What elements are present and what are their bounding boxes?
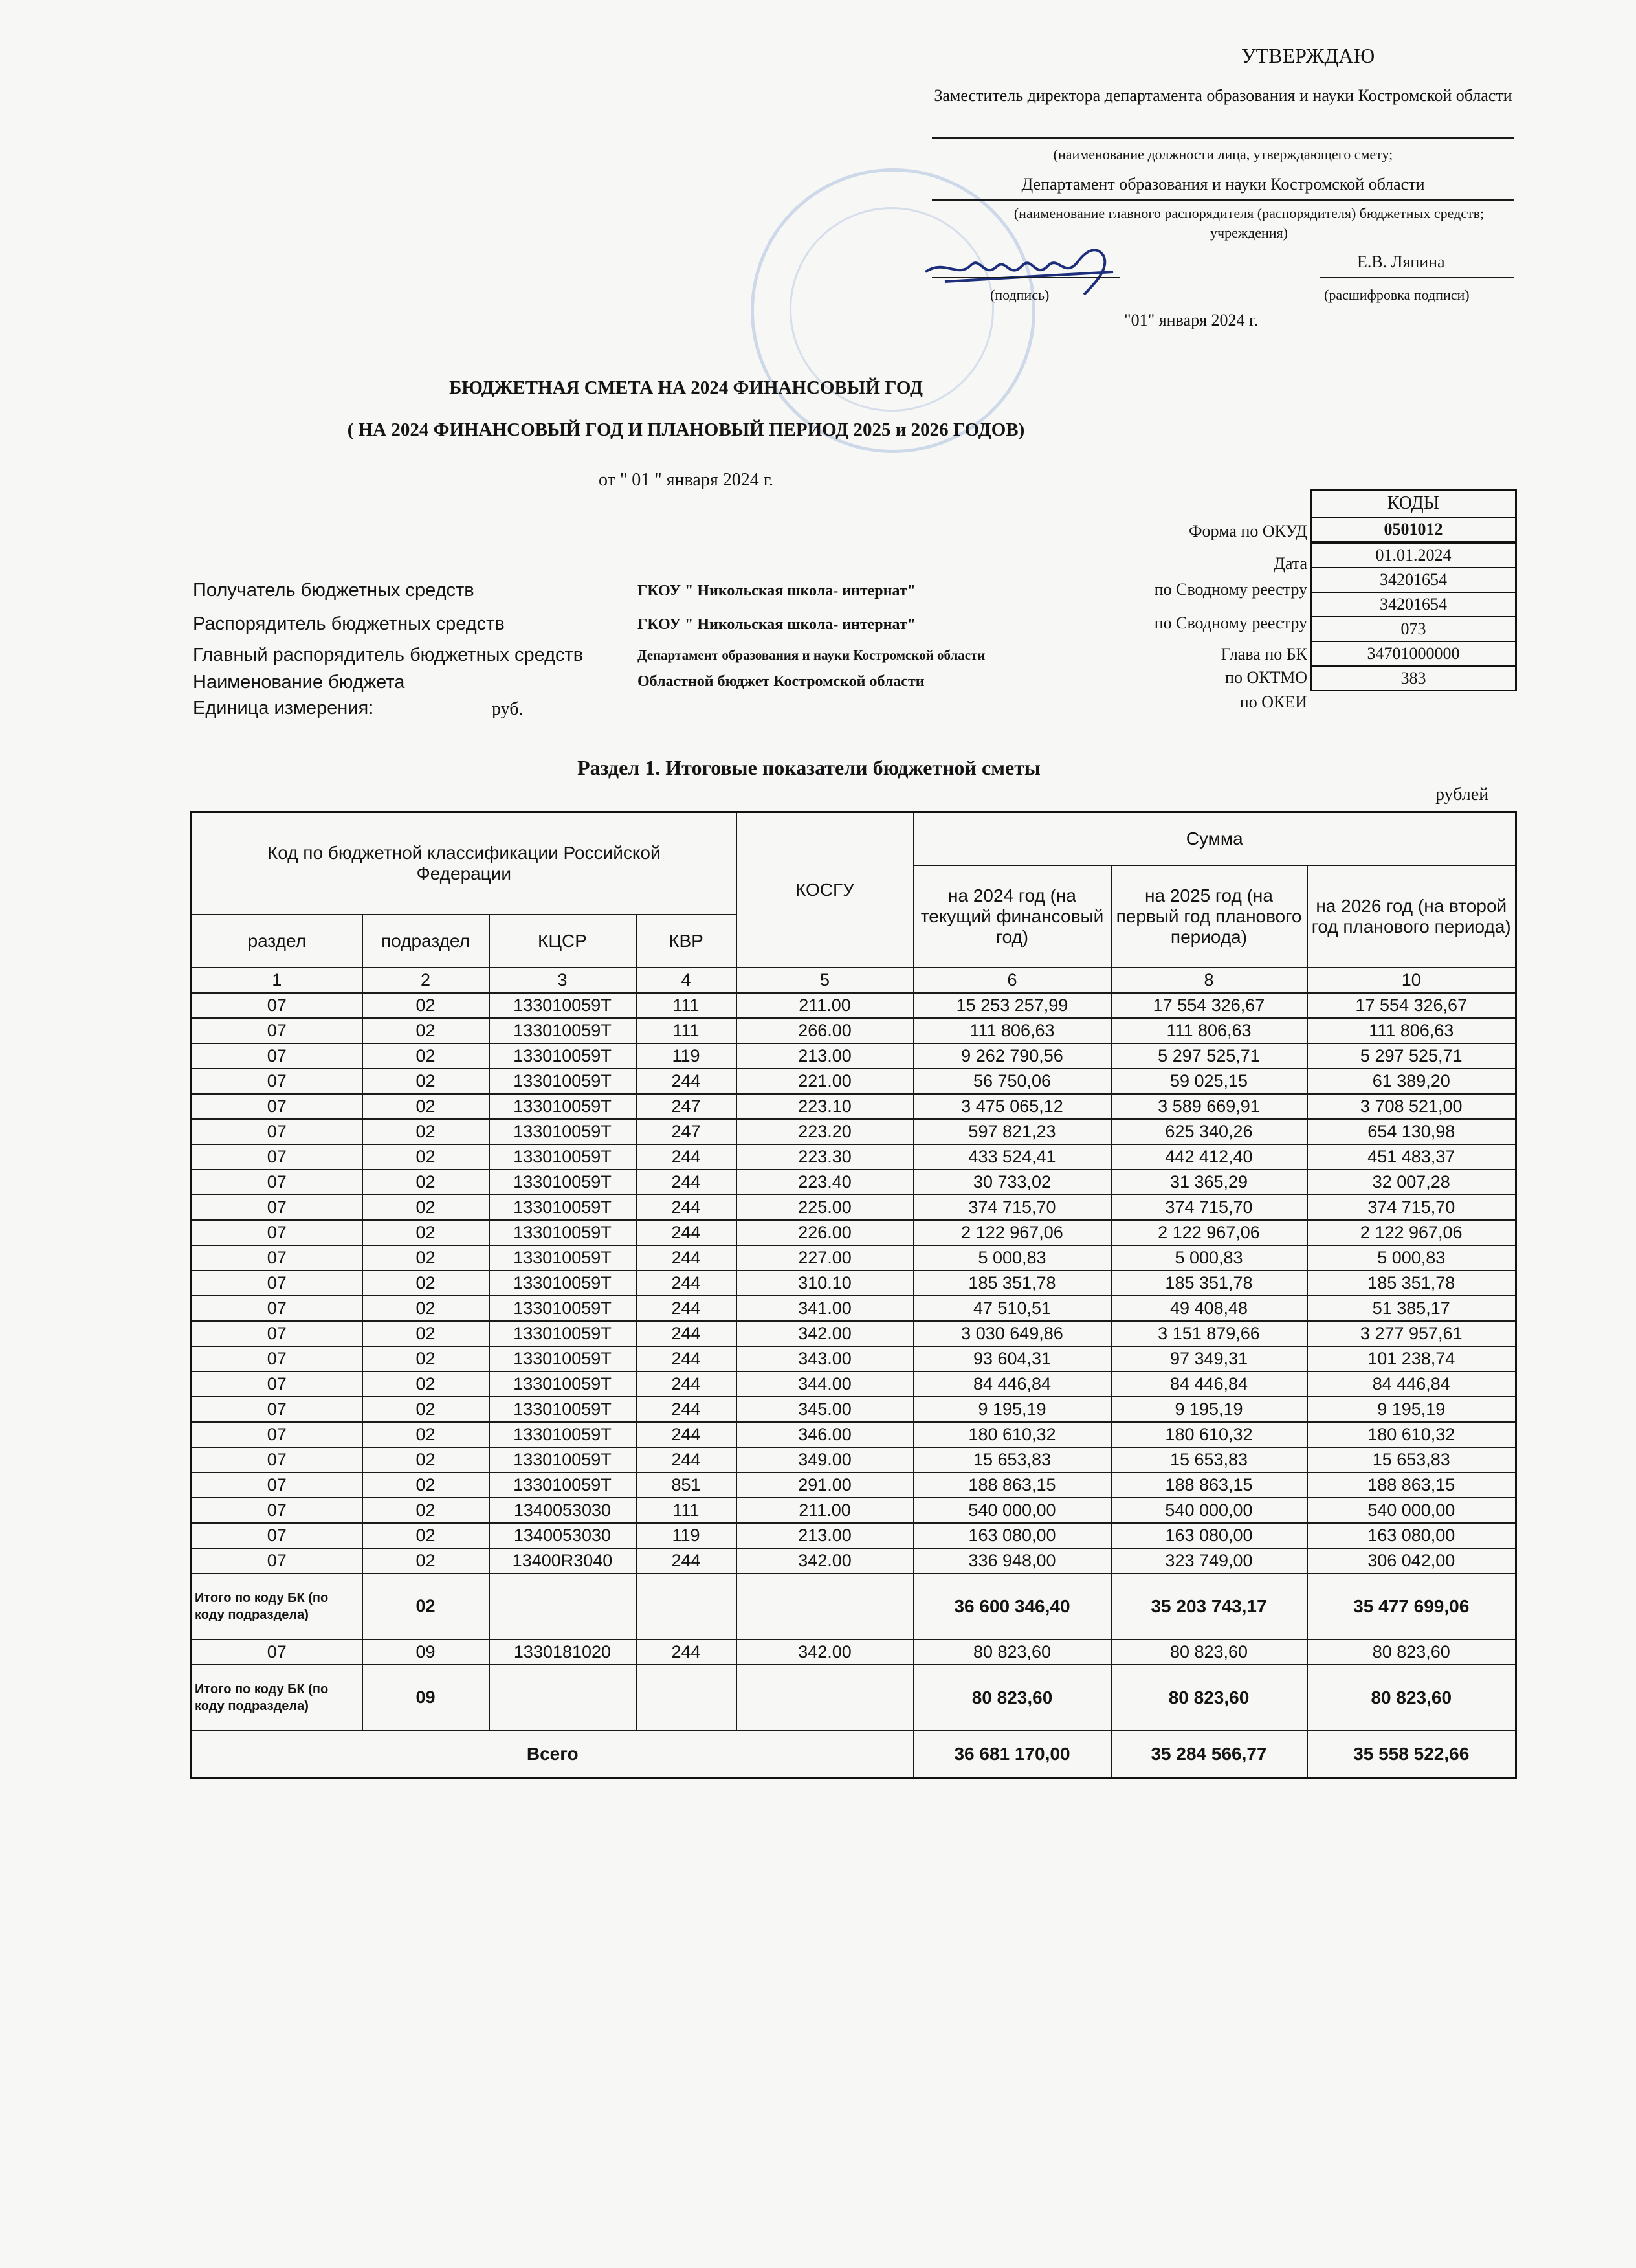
cell: 1340053030 xyxy=(489,1498,636,1523)
total-2025: 35 284 566,77 xyxy=(1111,1731,1307,1778)
table-row xyxy=(192,1296,1516,1321)
manager-label: Распорядитель бюджетных средств xyxy=(193,614,505,634)
cell: 163 080,00 xyxy=(1307,1523,1516,1548)
cell: 244 xyxy=(636,1296,736,1321)
cell: 133010059Т xyxy=(489,1220,636,1245)
cell: 07 xyxy=(192,1640,362,1665)
cell: 133010059Т xyxy=(489,1397,636,1422)
header-2025: на 2025 год (на первый год планового периода) xyxy=(1111,865,1307,968)
cell: 247 xyxy=(636,1094,736,1119)
table-row xyxy=(192,1119,1516,1144)
cell: 111 xyxy=(636,1498,736,1523)
cell: 244 xyxy=(636,1422,736,1447)
cell: 342.00 xyxy=(736,1321,914,1346)
cell: 02 xyxy=(362,1170,489,1195)
cell: 02 xyxy=(362,1119,489,1144)
unit-label: Единица измерения: xyxy=(193,698,374,718)
label-okud: Форма по ОКУД xyxy=(1189,522,1307,540)
cell: 07 xyxy=(192,1523,362,1548)
cell: 02 xyxy=(362,1498,489,1523)
code-registry-2: 34201654 xyxy=(1312,593,1515,617)
table-row xyxy=(192,1245,1516,1271)
table-row xyxy=(192,1018,1516,1043)
unit-value: руб. xyxy=(492,699,524,719)
cell: 5 000,83 xyxy=(1307,1245,1516,1271)
code-glava: 073 xyxy=(1312,617,1515,642)
cell: 07 xyxy=(192,1473,362,1498)
cell: 56 750,06 xyxy=(914,1069,1111,1094)
code-date: 01.01.2024 xyxy=(1312,544,1515,568)
cell: 3 151 879,66 xyxy=(1111,1321,1307,1346)
cell: 111 806,63 xyxy=(914,1018,1111,1043)
cell: 133010059Т xyxy=(489,1422,636,1447)
table-row xyxy=(192,1271,1516,1296)
cell: 225.00 xyxy=(736,1195,914,1220)
cell: 244 xyxy=(636,1144,736,1170)
table-row xyxy=(192,1447,1516,1473)
cell: 244 xyxy=(636,1372,736,1397)
approver-position: Заместитель директора департамента образования и науки Костромской области xyxy=(934,86,1512,105)
cell: 540 000,00 xyxy=(914,1498,1111,1523)
cell: 02 xyxy=(362,1094,489,1119)
recipient-value: ГКОУ " Никольская школа- интернат" xyxy=(637,583,916,599)
header-2024: на 2024 год (на текущий финансовый год) xyxy=(914,865,1111,968)
subtotal-code: 09 xyxy=(362,1665,489,1731)
cell: 84 446,84 xyxy=(1307,1372,1516,1397)
cell: 5 000,83 xyxy=(1111,1245,1307,1271)
cell: 133010059Т xyxy=(489,1144,636,1170)
cell: 119 xyxy=(636,1043,736,1069)
cell: 180 610,32 xyxy=(1111,1422,1307,1447)
cell: 5 297 525,71 xyxy=(1111,1043,1307,1069)
document-subtitle: ( НА 2024 ФИНАНСОВЫЙ ГОД И ПЛАНОВЫЙ ПЕРИОД 2025 и 2026 ГОДОВ) xyxy=(347,419,1025,440)
budget-table xyxy=(190,811,1517,1779)
cell: 133010059Т xyxy=(489,1346,636,1372)
cell: 80 823,60 xyxy=(1307,1640,1516,1665)
cell: 84 446,84 xyxy=(1111,1372,1307,1397)
chief-manager-label: Главный распорядитель бюджетных средств xyxy=(193,645,584,665)
table-row xyxy=(192,1498,1516,1523)
table-row xyxy=(192,1640,1516,1665)
signer-name: Е.В. Ляпина xyxy=(1357,252,1445,271)
approval-date: "01" января 2024 г. xyxy=(1124,311,1259,329)
cell: 07 xyxy=(192,1170,362,1195)
cell: 163 080,00 xyxy=(914,1523,1111,1548)
total-2026: 35 558 522,66 xyxy=(1307,1731,1516,1778)
cell: 223.30 xyxy=(736,1144,914,1170)
table-row xyxy=(192,1372,1516,1397)
cell: 226.00 xyxy=(736,1220,914,1245)
code-okud: 0501012 xyxy=(1312,518,1515,544)
cell: 02 xyxy=(362,1422,489,1447)
cell: 244 xyxy=(636,1447,736,1473)
cell: 59 025,15 xyxy=(1111,1069,1307,1094)
col-number: 8 xyxy=(1111,968,1307,993)
cell: 32 007,28 xyxy=(1307,1170,1516,1195)
cell: 244 xyxy=(636,1640,736,1665)
cell: 07 xyxy=(192,1422,362,1447)
subtotal-label: Итого по коду БК (по коду подраздела) xyxy=(192,1573,362,1640)
cell: 213.00 xyxy=(736,1523,914,1548)
cell: 9 262 790,56 xyxy=(914,1043,1111,1069)
cell: 133010059Т xyxy=(489,1170,636,1195)
table-row xyxy=(192,993,1516,1018)
cell: 188 863,15 xyxy=(1307,1473,1516,1498)
cell: 336 948,00 xyxy=(914,1548,1111,1573)
codes-box xyxy=(1310,489,1517,691)
cell: 1330181020 xyxy=(489,1640,636,1665)
cell: 344.00 xyxy=(736,1372,914,1397)
col-number: 4 xyxy=(636,968,736,993)
header-kosgu: КОСГУ xyxy=(736,812,914,968)
cell: 47 510,51 xyxy=(914,1296,1111,1321)
cell: 3 589 669,91 xyxy=(1111,1094,1307,1119)
cell: 346.00 xyxy=(736,1422,914,1447)
header-podrazdel: подраздел xyxy=(362,915,489,968)
cell: 02 xyxy=(362,1043,489,1069)
cell: 625 340,26 xyxy=(1111,1119,1307,1144)
codes-heading: КОДЫ xyxy=(1312,489,1515,518)
cell: 119 xyxy=(636,1523,736,1548)
cell: 07 xyxy=(192,1271,362,1296)
cell: 13400R3040 xyxy=(489,1548,636,1573)
cell: 9 195,19 xyxy=(1111,1397,1307,1422)
cell: 17 554 326,67 xyxy=(1111,993,1307,1018)
cell: 17 554 326,67 xyxy=(1307,993,1516,1018)
cell: 133010059Т xyxy=(489,1473,636,1498)
cell: 244 xyxy=(636,1397,736,1422)
header-code-group: Код по бюджетной классификации Российской Федерации xyxy=(192,812,736,915)
cell: 15 653,83 xyxy=(914,1447,1111,1473)
org-caption: (наименование главного распорядителя (распорядителя) бюджетных средств; учреждения) xyxy=(1013,205,1485,241)
cell: 211.00 xyxy=(736,993,914,1018)
label-registry-2: по Сводному реестру xyxy=(1154,614,1307,632)
cell: 291.00 xyxy=(736,1473,914,1498)
cell: 07 xyxy=(192,1498,362,1523)
cell: 180 610,32 xyxy=(914,1422,1111,1447)
cell: 133010059Т xyxy=(489,1245,636,1271)
col-number: 2 xyxy=(362,968,489,993)
signer-caption: (расшифровка подписи) xyxy=(1324,287,1470,303)
cell: 1340053030 xyxy=(489,1523,636,1548)
cell: 188 863,15 xyxy=(1111,1473,1307,1498)
table-row xyxy=(192,1346,1516,1372)
cell: 07 xyxy=(192,1296,362,1321)
cell: 3 475 065,12 xyxy=(914,1094,1111,1119)
label-glava: Глава по БК xyxy=(1221,645,1307,663)
col-number: 1 xyxy=(192,968,362,993)
cell: 244 xyxy=(636,1346,736,1372)
header-sum: Сумма xyxy=(914,812,1516,865)
cell: 442 412,40 xyxy=(1111,1144,1307,1170)
table-row xyxy=(192,1548,1516,1573)
cell: 07 xyxy=(192,1372,362,1397)
cell: 02 xyxy=(362,1321,489,1346)
cell: 02 xyxy=(362,1346,489,1372)
subtotal-2024: 80 823,60 xyxy=(914,1665,1111,1731)
subtotal-2024: 36 600 346,40 xyxy=(914,1573,1111,1640)
cell: 51 385,17 xyxy=(1307,1296,1516,1321)
cell: 133010059Т xyxy=(489,1321,636,1346)
recipient-label: Получатель бюджетных средств xyxy=(193,580,474,601)
cell: 133010059Т xyxy=(489,1094,636,1119)
cell: 07 xyxy=(192,1069,362,1094)
cell: 07 xyxy=(192,1144,362,1170)
budget-name-label: Наименование бюджета xyxy=(193,672,405,693)
cell: 07 xyxy=(192,1094,362,1119)
cell: 111 806,63 xyxy=(1307,1018,1516,1043)
cell: 2 122 967,06 xyxy=(914,1220,1111,1245)
total-label: Всего xyxy=(192,1731,914,1778)
cell: 02 xyxy=(362,1372,489,1397)
cell: 244 xyxy=(636,1245,736,1271)
subtotal-row-02 xyxy=(192,1573,1516,1640)
cell: 07 xyxy=(192,1397,362,1422)
cell: 163 080,00 xyxy=(1111,1523,1307,1548)
cell: 654 130,98 xyxy=(1307,1119,1516,1144)
cell: 213.00 xyxy=(736,1043,914,1069)
table-row xyxy=(192,1195,1516,1220)
cell: 433 524,41 xyxy=(914,1144,1111,1170)
code-registry-1: 34201654 xyxy=(1312,568,1515,593)
cell: 97 349,31 xyxy=(1111,1346,1307,1372)
cell: 244 xyxy=(636,1170,736,1195)
cell: 133010059Т xyxy=(489,1372,636,1397)
table-row xyxy=(192,1523,1516,1548)
cell: 9 195,19 xyxy=(1307,1397,1516,1422)
cell: 133010059Т xyxy=(489,1447,636,1473)
label-registry-1: по Сводному реестру xyxy=(1154,580,1307,599)
cell: 02 xyxy=(362,1397,489,1422)
cell: 02 xyxy=(362,1523,489,1548)
cell: 02 xyxy=(362,1069,489,1094)
total-row xyxy=(192,1731,1516,1778)
cell: 61 389,20 xyxy=(1307,1069,1516,1094)
cell: 49 408,48 xyxy=(1111,1296,1307,1321)
cell: 342.00 xyxy=(736,1548,914,1573)
col-number: 3 xyxy=(489,968,636,993)
table-row xyxy=(192,1321,1516,1346)
approval-title: УТВЕРЖДАЮ xyxy=(1241,44,1375,67)
cell: 185 351,78 xyxy=(1307,1271,1516,1296)
total-2024: 36 681 170,00 xyxy=(914,1731,1111,1778)
cell: 84 446,84 xyxy=(914,1372,1111,1397)
table-row xyxy=(192,1220,1516,1245)
cell: 111 xyxy=(636,993,736,1018)
cell: 5 000,83 xyxy=(914,1245,1111,1271)
cell: 07 xyxy=(192,993,362,1018)
cell: 306 042,00 xyxy=(1307,1548,1516,1573)
cell: 244 xyxy=(636,1069,736,1094)
cell: 221.00 xyxy=(736,1069,914,1094)
col-number: 6 xyxy=(914,968,1111,993)
cell: 374 715,70 xyxy=(1111,1195,1307,1220)
cell: 80 823,60 xyxy=(1111,1640,1307,1665)
document-date: от " 01 " января 2024 г. xyxy=(598,470,774,490)
cell: 2 122 967,06 xyxy=(1307,1220,1516,1245)
table-row xyxy=(192,1473,1516,1498)
cell: 07 xyxy=(192,1220,362,1245)
cell: 111 xyxy=(636,1018,736,1043)
cell: 345.00 xyxy=(736,1397,914,1422)
label-oktmo: по ОКТМО xyxy=(1225,668,1307,687)
cell: 111 806,63 xyxy=(1111,1018,1307,1043)
subtotal-2025: 35 203 743,17 xyxy=(1111,1573,1307,1640)
subtotal-2026: 35 477 699,06 xyxy=(1307,1573,1516,1640)
cell: 266.00 xyxy=(736,1018,914,1043)
cell: 07 xyxy=(192,1321,362,1346)
cell: 2 122 967,06 xyxy=(1111,1220,1307,1245)
cell: 15 653,83 xyxy=(1307,1447,1516,1473)
cell: 02 xyxy=(362,1245,489,1271)
cell: 02 xyxy=(362,1195,489,1220)
cell: 540 000,00 xyxy=(1111,1498,1307,1523)
cell: 244 xyxy=(636,1195,736,1220)
cell: 02 xyxy=(362,1018,489,1043)
cell: 341.00 xyxy=(736,1296,914,1321)
cell: 133010059Т xyxy=(489,1271,636,1296)
cell: 133010059Т xyxy=(489,1119,636,1144)
cell: 185 351,78 xyxy=(1111,1271,1307,1296)
label-okei: по ОКЕИ xyxy=(1239,693,1307,711)
cell: 133010059Т xyxy=(489,1069,636,1094)
cell: 9 195,19 xyxy=(914,1397,1111,1422)
cell: 31 365,29 xyxy=(1111,1170,1307,1195)
cell: 02 xyxy=(362,1271,489,1296)
header-razdel: раздел xyxy=(192,915,362,968)
cell: 540 000,00 xyxy=(1307,1498,1516,1523)
cell: 244 xyxy=(636,1548,736,1573)
budget-name-value: Областной бюджет Костромской области xyxy=(637,673,925,690)
subtotal-2025: 80 823,60 xyxy=(1111,1665,1307,1731)
cell: 185 351,78 xyxy=(914,1271,1111,1296)
cell: 188 863,15 xyxy=(914,1473,1111,1498)
col-number: 5 xyxy=(736,968,914,993)
cell: 374 715,70 xyxy=(914,1195,1111,1220)
cell: 30 733,02 xyxy=(914,1170,1111,1195)
cell: 101 238,74 xyxy=(1307,1346,1516,1372)
cell: 80 823,60 xyxy=(914,1640,1111,1665)
header-kvr: КВР xyxy=(636,915,736,968)
table-row xyxy=(192,1144,1516,1170)
cell: 244 xyxy=(636,1321,736,1346)
table-row xyxy=(192,1170,1516,1195)
cell: 02 xyxy=(362,1473,489,1498)
cell: 343.00 xyxy=(736,1346,914,1372)
cell: 02 xyxy=(362,1447,489,1473)
cell: 451 483,37 xyxy=(1307,1144,1516,1170)
header-kcsr: КЦСР xyxy=(489,915,636,968)
cell: 02 xyxy=(362,1220,489,1245)
cell: 180 610,32 xyxy=(1307,1422,1516,1447)
unit-caption: рублей xyxy=(1435,784,1489,805)
table-row xyxy=(192,1043,1516,1069)
table-row xyxy=(192,1397,1516,1422)
cell: 07 xyxy=(192,1447,362,1473)
subtotal-label: Итого по коду БК (по коду подраздела) xyxy=(192,1665,362,1731)
label-date: Дата xyxy=(1274,554,1307,573)
cell: 02 xyxy=(362,1296,489,1321)
cell: 15 653,83 xyxy=(1111,1447,1307,1473)
cell: 133010059Т xyxy=(489,1296,636,1321)
cell: 02 xyxy=(362,993,489,1018)
subtotal-row-09 xyxy=(192,1665,1516,1731)
cell: 310.10 xyxy=(736,1271,914,1296)
cell: 07 xyxy=(192,1195,362,1220)
approver-org: Департамент образования и науки Костромской области xyxy=(1021,175,1425,194)
table-row xyxy=(192,1094,1516,1119)
cell: 211.00 xyxy=(736,1498,914,1523)
cell: 227.00 xyxy=(736,1245,914,1271)
section-title: Раздел 1. Итоговые показатели бюджетной сметы xyxy=(577,756,1041,779)
cell: 07 xyxy=(192,1346,362,1372)
cell: 349.00 xyxy=(736,1447,914,1473)
signature-caption: (подпись) xyxy=(990,287,1050,303)
cell: 3 708 521,00 xyxy=(1307,1094,1516,1119)
document-title: БЮДЖЕТНАЯ СМЕТА НА 2024 ФИНАНСОВЫЙ ГОД xyxy=(449,377,923,398)
cell: 374 715,70 xyxy=(1307,1195,1516,1220)
cell: 07 xyxy=(192,1245,362,1271)
cell: 223.10 xyxy=(736,1094,914,1119)
cell: 851 xyxy=(636,1473,736,1498)
subtotal-code: 02 xyxy=(362,1573,489,1640)
cell: 133010059Т xyxy=(489,1043,636,1069)
cell: 323 749,00 xyxy=(1111,1548,1307,1573)
cell: 133010059Т xyxy=(489,993,636,1018)
cell: 07 xyxy=(192,1548,362,1573)
position-caption: (наименование должности лица, утверждающего смету; xyxy=(1053,146,1393,162)
cell: 02 xyxy=(362,1144,489,1170)
cell: 342.00 xyxy=(736,1640,914,1665)
official-stamp xyxy=(751,168,1035,453)
cell: 09 xyxy=(362,1640,489,1665)
cell: 597 821,23 xyxy=(914,1119,1111,1144)
cell: 133010059Т xyxy=(489,1195,636,1220)
code-okei: 383 xyxy=(1312,667,1515,691)
cell: 133010059Т xyxy=(489,1018,636,1043)
table-row xyxy=(192,1422,1516,1447)
column-numbers-row xyxy=(192,968,1516,993)
table-row xyxy=(192,1069,1516,1094)
cell: 5 297 525,71 xyxy=(1307,1043,1516,1069)
cell: 3 030 649,86 xyxy=(914,1321,1111,1346)
cell: 3 277 957,61 xyxy=(1307,1321,1516,1346)
header-2026: на 2026 год (на второй год планового периода) xyxy=(1307,865,1516,968)
cell: 244 xyxy=(636,1220,736,1245)
cell: 07 xyxy=(192,1018,362,1043)
manager-value: ГКОУ " Никольская школа- интернат" xyxy=(637,616,916,633)
cell: 15 253 257,99 xyxy=(914,993,1111,1018)
cell: 244 xyxy=(636,1271,736,1296)
col-number: 10 xyxy=(1307,968,1516,993)
cell: 07 xyxy=(192,1119,362,1144)
code-oktmo: 34701000000 xyxy=(1312,642,1515,667)
cell: 247 xyxy=(636,1119,736,1144)
subtotal-2026: 80 823,60 xyxy=(1307,1665,1516,1731)
cell: 223.40 xyxy=(736,1170,914,1195)
cell: 223.20 xyxy=(736,1119,914,1144)
chief-manager-value: Департамент образования и науки Костромской области xyxy=(637,647,986,663)
cell: 07 xyxy=(192,1043,362,1069)
cell: 02 xyxy=(362,1548,489,1573)
cell: 93 604,31 xyxy=(914,1346,1111,1372)
